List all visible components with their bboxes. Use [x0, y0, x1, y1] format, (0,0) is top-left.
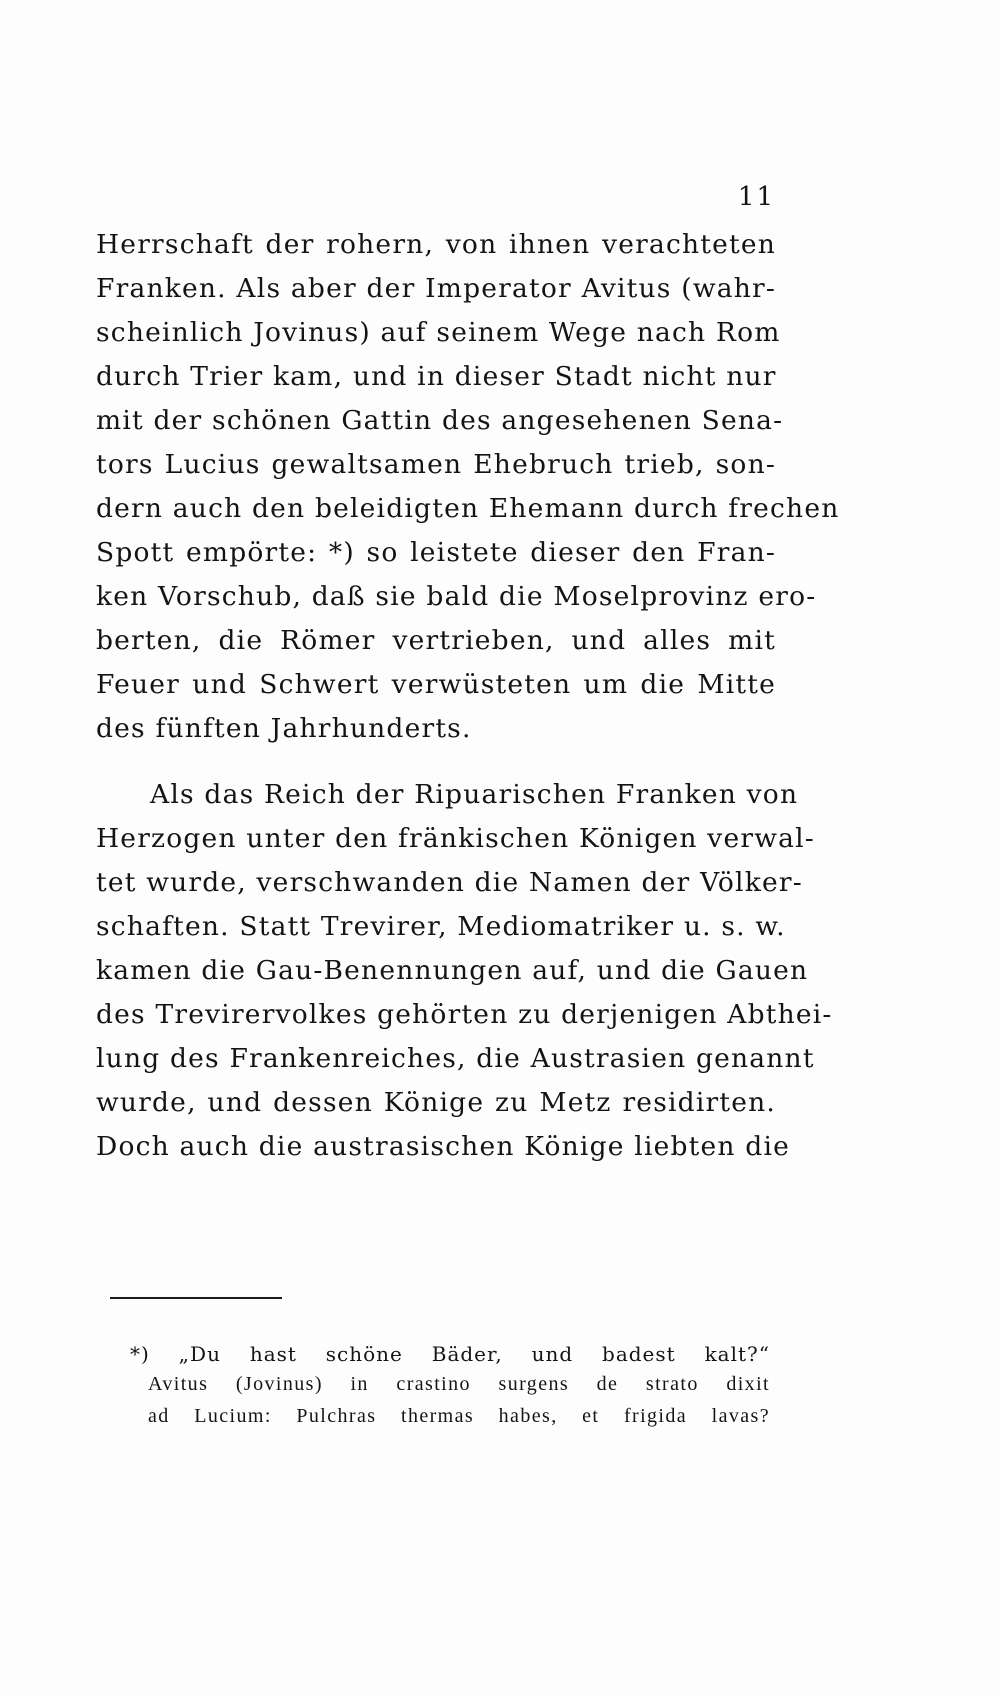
body-line: berten, die Römer vertrieben, und alles mit [96, 625, 776, 656]
body-line: lung des Frankenreiches, die Austrasien genannt [96, 1043, 815, 1074]
body-line: tors Lucius gewaltsamen Ehebruch trieb, son- [96, 449, 776, 480]
body-line: des fünften Jahrhunderts. [96, 713, 472, 744]
body-line: dern auch den beleidigten Ehemann durch frechen [96, 493, 840, 524]
body-line: scheinlich Jovinus) auf seinem Wege nach Rom [96, 317, 781, 348]
footnote-line: Avitus (Jovinus) in crastino surgens de strato dixit [148, 1373, 770, 1395]
body-line: Spott empörte: *) so leistete dieser den Fran- [96, 537, 776, 568]
body-line: des Trevirervolkes gehörten zu derjenigen Abthei- [96, 999, 833, 1030]
body-line: Doch auch die austrasischen Könige liebten die [96, 1131, 791, 1162]
footnote-rule [110, 1297, 282, 1299]
footnote-line: *) „Du hast schöne Bäder, und badest kalt?“ [130, 1342, 770, 1366]
body-line: Als das Reich der Ripuarischen Franken von [150, 779, 799, 810]
footnote-line: ad Lucium: Pulchras thermas habes, et frigida lavas? [148, 1405, 770, 1427]
body-line: Herzogen unter den fränkischen Königen verwal- [96, 823, 815, 854]
body-line: durch Trier kam, und in dieser Stadt nicht nur [96, 361, 777, 392]
body-line: Feuer und Schwert verwüsteten um die Mitte [96, 669, 776, 700]
body-line: schaften. Statt Trevirer, Mediomatriker u. s. w. [96, 911, 786, 942]
page-number: 11 [737, 182, 775, 212]
body-line: mit der schönen Gattin des angesehenen Sena- [96, 405, 784, 436]
body-line: tet wurde, verschwanden die Namen der Völker- [96, 867, 803, 898]
body-line: ken Vorschub, daß sie bald die Moselprovinz ero- [96, 581, 817, 612]
body-line: Herrschaft der rohern, von ihnen verachteten [96, 229, 776, 260]
body-line: wurde, und dessen Könige zu Metz residirten. [96, 1087, 776, 1118]
body-line: Franken. Als aber der Imperator Avitus (wahr- [96, 273, 776, 304]
body-line: kamen die Gau-Benennungen auf, und die Gauen [96, 955, 809, 986]
